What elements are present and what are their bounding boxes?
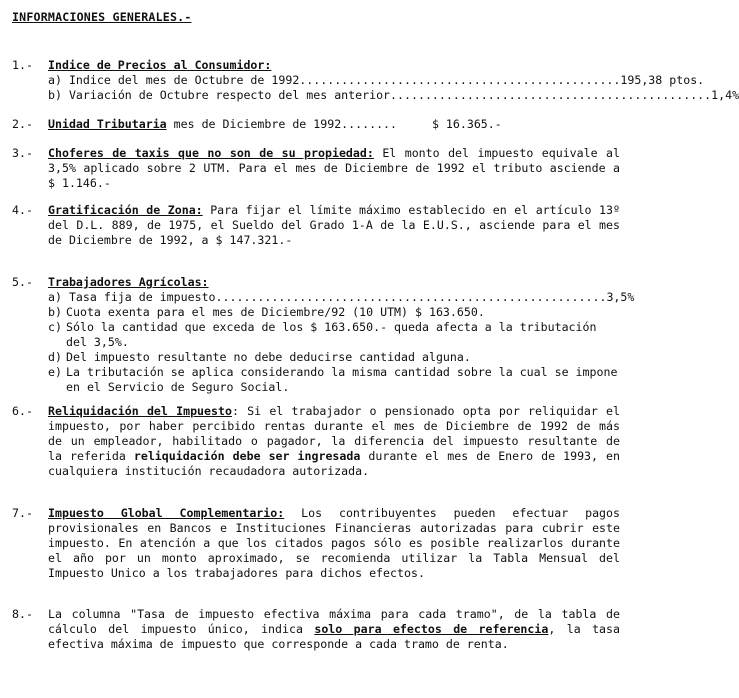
item-2: 2.- Unidad Tributaria mes de Diciembre de 1992........ $ 16.365.- (12, 117, 502, 131)
sub-item-b: b) Cuota exenta para el mes de Diciembre/92 (10 UTM) $ 163.650. (48, 305, 485, 319)
sub-item-c: c) Sólo la cantidad que exceda de los $ 163.650.- queda afecta a la tributación del 3,5%. (48, 320, 597, 349)
item-6: 6.- Reliquidación del Impuesto: Si el trabajador o pensionado opta por reliquidar el impuesto, por haber percibido rentas durante el mes de Diciembre de 1992 de más de un empleador, habilitado o pagador, la diferencia del impuesto resultante de la referida reliquidación debe ser ingresada durante el mes de Enero de 1993, en cualquiera institución recaudadora autorizada. (12, 404, 620, 478)
item-number: 3.- (12, 146, 33, 160)
item-title: Reliquidación del Impuesto (48, 404, 232, 418)
value: $ 16.365.- (431, 117, 502, 131)
value: 195,38 ptos. (620, 73, 705, 87)
emphasized-text: solo para efectos de referencia (314, 622, 549, 636)
item-number: 7.- (12, 506, 33, 520)
item-number: 1.- (12, 58, 33, 72)
item-number: 5.- (12, 275, 33, 289)
item-title: Unidad Tributaria (48, 117, 167, 131)
item-1 (12, 58, 739, 103)
item-8: 8.- La columna "Tasa de impuesto efectiva máxima para cada tramo", de la tabla de cálculo del impuesto único, indica solo para efectos de referencia, la tasa efectiva máxima de impuesto que corresponde a cada tramo de renta. (12, 607, 620, 651)
item-number: 4.- (12, 203, 33, 217)
item-number: 6.- (12, 404, 33, 418)
page-heading: INFORMACIONES GENERALES.- (12, 10, 192, 24)
item-4: 4.- Gratificación de Zona: Para fijar el límite máximo establecido en el artículo 13º del D.L. 889, de 1975, el Sueldo del Grado 1-A de la E.U.S., asciende para el mes de Diciembre de 1992, a $ 147.321.- (12, 203, 621, 247)
item-3: 3.- Choferes de taxis que no son de su propiedad: El monto del impuesto equivale al 3,5% aplicado sobre 2 UTM. Para el mes de Diciembre de 1992 el tributo asciende a $ 1.146.- (12, 146, 620, 190)
sub-item-e: e) La tributación se aplica considerando la misma cantidad sobre la cual se impone en el Servicio de Seguro Social. (48, 365, 618, 394)
item-title: Indice de Precios al Consumidor: (48, 58, 272, 72)
item-number: 2.- (12, 117, 33, 131)
item-5 (12, 275, 635, 395)
value: 3,5% (606, 290, 635, 304)
item-title: Choferes de taxis que no son de su propiedad: (48, 146, 374, 160)
emphasized-text: reliquidación debe ser ingresada (133, 449, 361, 463)
sub-item-d: d) Del impuesto resultante no debe deducirse cantidad alguna. (48, 350, 471, 364)
item-title: Gratificación de Zona: (48, 203, 203, 217)
sub-item-b: b) Variación de Octubre respecto del mes anterior .............................................. 1,4% (48, 88, 739, 102)
item-7: 7.- Impuesto Global Complementario: Los contribuyentes pueden efectuar pagos provisionales en Bancos e Instituciones Financieras autorizadas para cubrir este impuesto. En atención a que los citados pagos sólo es posible realizarlos durante el año por un monto aproximado, se recomienda utilizar la Tabla Mensual del Impuesto Unico a los trabajadores para dichos efectos. (12, 506, 620, 580)
item-title: Trabajadores Agrícolas: (48, 275, 209, 289)
sub-item-a: a) Tasa fija de impuesto ........................................................ 3,5% (48, 290, 635, 304)
item-number: 8.- (12, 607, 33, 621)
value: 1,4% (711, 88, 739, 102)
sub-item-a: a) Indice del mes de Octubre de 1992 .............................................. 195,38 ptos. (48, 73, 705, 87)
item-title: Impuesto Global Complementario: (48, 506, 285, 520)
